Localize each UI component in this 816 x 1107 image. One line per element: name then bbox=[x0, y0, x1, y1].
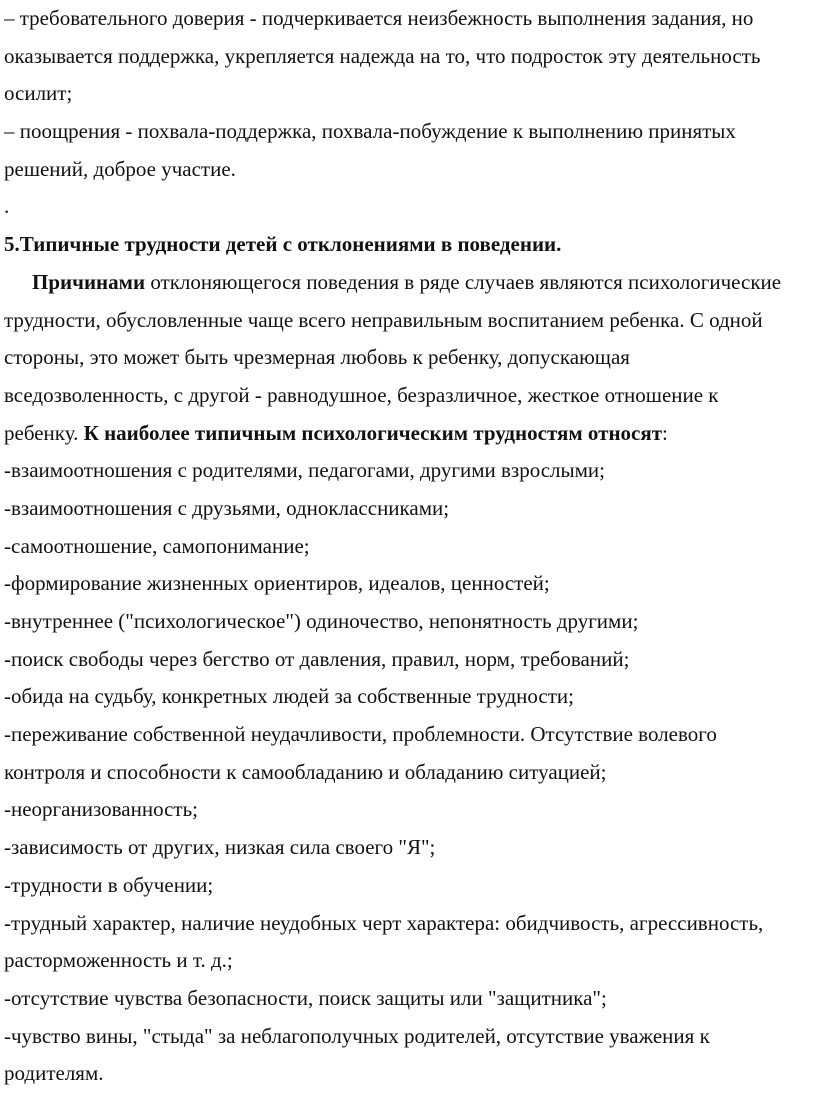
separator-dot: . bbox=[4, 194, 10, 219]
list-item: -отсутствие чувства безопасности, поиск защиты или "защитника"; bbox=[4, 985, 607, 1010]
list-item: -поиск свободы через бегство от давления, правил, норм, требований; bbox=[4, 646, 630, 671]
list-item: -неорганизованность; bbox=[4, 797, 199, 822]
list-item: -чувство вины, "стыда" за неблагополучных родителей, отсутствие уважения к bbox=[4, 1023, 710, 1048]
list-item: -обида на судьбу, конкретных людей за собственные трудности; bbox=[4, 684, 575, 709]
paragraph-line: трудности, обусловленные чаще всего неправильным воспитанием ребенка. С одной bbox=[4, 307, 763, 332]
text-line: осилит; bbox=[4, 81, 73, 106]
list-item: расторможенность и т. д.; bbox=[4, 948, 233, 973]
section-heading: 5.Типичные трудности детей с отклонениями в поведении. bbox=[4, 232, 562, 257]
list-item: -самоотношение, самопонимание; bbox=[4, 533, 310, 558]
list-item: -внутреннее ("психологическое") одиночество, непонятность другими; bbox=[4, 609, 639, 633]
paragraph-bold-start: Причинами bbox=[32, 269, 146, 294]
paragraph-line: вседозволенность, с другой - равнодушное, безразличное, жесткое отношение к bbox=[4, 382, 719, 407]
paragraph-line bbox=[4, 415, 812, 453]
text-line: – поощрения - похвала-поддержка, похвала-побуждение к выполнению принятых bbox=[4, 119, 736, 144]
paragraph-line bbox=[4, 264, 812, 302]
text-line: – требовательного доверия - подчеркивается неизбежность выполнения задания, но bbox=[4, 6, 754, 30]
paragraph-line: стороны, это может быть чрезмерная любовь к ребенку, допускающая bbox=[4, 345, 630, 370]
list-item: родителям. bbox=[4, 1061, 104, 1086]
list-item: контроля и способности к самообладанию и обладанию ситуацией; bbox=[4, 759, 607, 784]
list-item: -взаимоотношения с друзьями, одноклассниками; bbox=[4, 495, 450, 520]
text-line: решений, доброе участие. bbox=[4, 156, 236, 181]
list-item: -трудности в обучении; bbox=[4, 872, 214, 897]
list-item: -зависимость от других, низкая сила своего "Я"; bbox=[4, 835, 436, 860]
paragraph-bold-phrase: К наиболее типичным психологическим трудностям относят bbox=[83, 420, 663, 445]
paragraph-text: ребенку. bbox=[4, 420, 84, 445]
text-line: оказывается поддержка, укрепляется надежда на то, что подросток эту деятельность bbox=[4, 43, 761, 68]
paragraph-text: отклоняющегося поведения в ряде случаев являются психологические bbox=[145, 269, 782, 294]
list-item: -трудный характер, наличие неудобных черт характера: обидчивость, агрессивность, bbox=[4, 910, 764, 935]
list-item: -переживание собственной неудачливости, проблемности. Отсутствие волевого bbox=[4, 722, 717, 747]
paragraph-text: : bbox=[662, 420, 668, 445]
document-page bbox=[4, 0, 812, 1093]
list-item: -формирование жизненных ориентиров, идеалов, ценностей; bbox=[4, 571, 550, 596]
list-item: -взаимоотношения с родителями, педагогами, другими взрослыми; bbox=[4, 458, 606, 483]
